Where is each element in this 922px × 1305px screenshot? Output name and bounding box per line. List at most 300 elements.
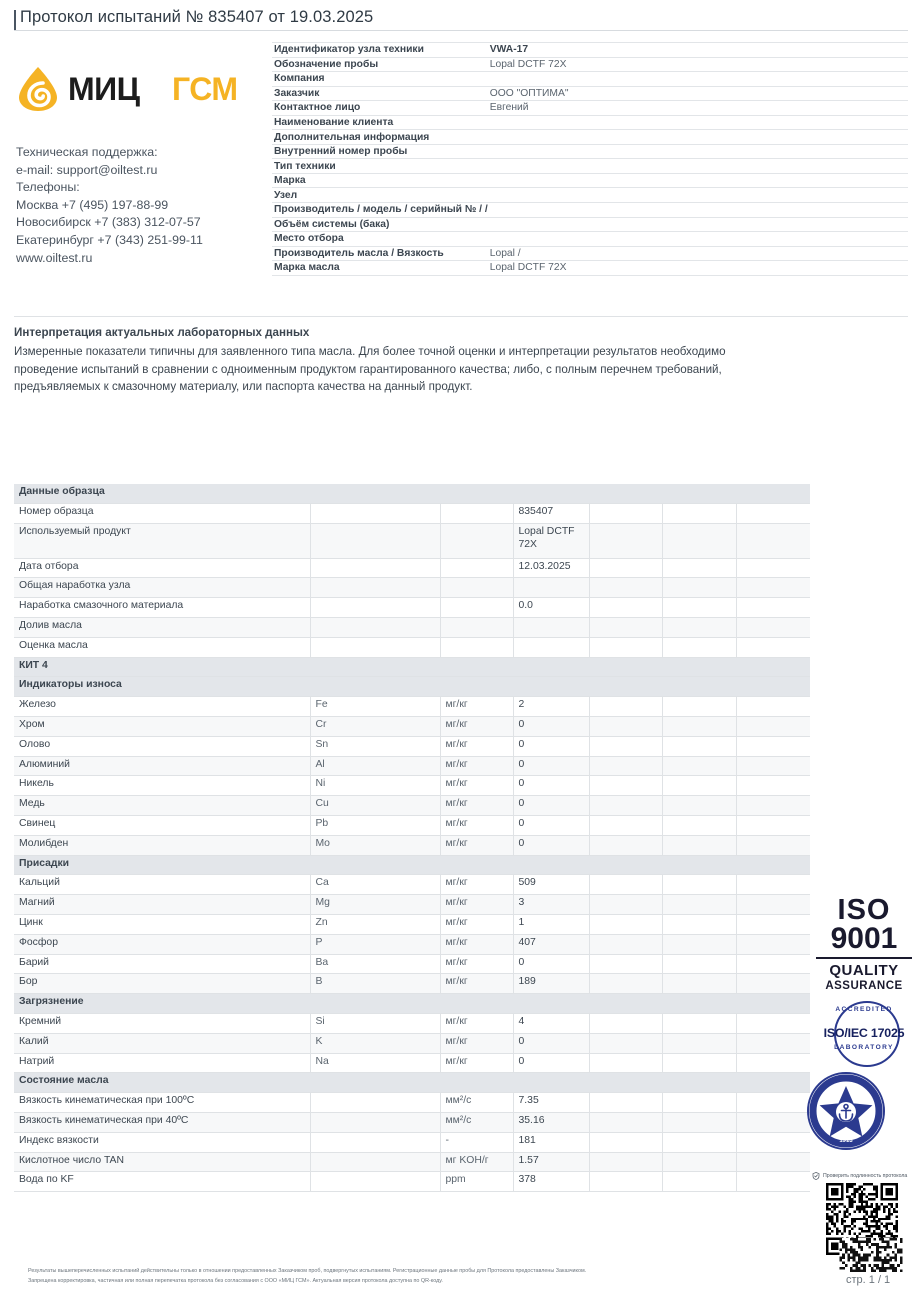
history-cell-1 bbox=[589, 617, 662, 637]
sample-header-label: Марка bbox=[272, 173, 488, 188]
measured-value: 3 bbox=[513, 895, 589, 915]
history-cell-1 bbox=[589, 1132, 662, 1152]
measured-value: 0 bbox=[513, 756, 589, 776]
table-row bbox=[14, 523, 810, 558]
sample-header-row bbox=[272, 203, 908, 218]
history-cell-3 bbox=[736, 796, 810, 816]
measured-value: 1.57 bbox=[513, 1152, 589, 1172]
sample-header-row bbox=[272, 43, 908, 58]
analyte-label: Бор bbox=[14, 974, 310, 994]
table-row bbox=[14, 617, 810, 637]
history-cell-3 bbox=[736, 503, 810, 523]
sample-header-value bbox=[488, 188, 908, 203]
element-symbol: Ca bbox=[310, 875, 440, 895]
accreditation-standard-text: ISO/IEC 17025 bbox=[823, 1026, 905, 1040]
interpretation-section bbox=[14, 326, 904, 396]
sample-header-label: Идентификатор узла техники bbox=[272, 43, 488, 58]
sample-header-value bbox=[488, 232, 908, 247]
results-section-label: Присадки bbox=[14, 855, 810, 875]
sample-header-label: Обозначение пробы bbox=[272, 57, 488, 72]
history-cell-1 bbox=[589, 815, 662, 835]
element-symbol bbox=[310, 1172, 440, 1192]
sample-header-value bbox=[488, 217, 908, 232]
phone-novosibirsk: Новосибирск +7 (383) 312-07-57 bbox=[16, 215, 201, 230]
iso-badge-rule bbox=[816, 957, 912, 959]
history-cell-2 bbox=[662, 914, 736, 934]
shield-check-icon bbox=[812, 1172, 820, 1180]
results-section-label: Данные образца bbox=[14, 484, 810, 503]
title-divider bbox=[14, 30, 908, 31]
history-cell-1 bbox=[589, 503, 662, 523]
measured-value bbox=[513, 578, 589, 598]
table-row bbox=[14, 736, 810, 756]
table-row bbox=[14, 598, 810, 618]
footer-line-2: Запрещена корректировка, частичная или полная перепечатка протокола без согласования с ООО «МИЦ ГСМ». Актуальная версия протокола доступна по QR-коду. bbox=[28, 1277, 443, 1284]
measured-value: 4 bbox=[513, 1013, 589, 1033]
history-cell-3 bbox=[736, 934, 810, 954]
sample-header-label: Тип техники bbox=[272, 159, 488, 174]
measured-value: 0 bbox=[513, 835, 589, 855]
unit-label: мг/кг bbox=[440, 974, 513, 994]
brand-logo bbox=[16, 66, 262, 112]
history-cell-3 bbox=[736, 1093, 810, 1113]
phone-moscow: Москва +7 (495) 197-88-99 bbox=[16, 197, 169, 212]
element-symbol: Mg bbox=[310, 895, 440, 915]
element-symbol: Ni bbox=[310, 776, 440, 796]
history-cell-1 bbox=[589, 736, 662, 756]
qr-caption-text: Проверить подлинность протокола bbox=[823, 1173, 908, 1179]
history-cell-3 bbox=[736, 1013, 810, 1033]
analyte-label: Цинк bbox=[14, 914, 310, 934]
measured-value: 0 bbox=[513, 716, 589, 736]
table-row bbox=[14, 716, 810, 736]
seal-year: 1913 bbox=[839, 1138, 853, 1144]
history-cell-2 bbox=[662, 835, 736, 855]
element-symbol: Cr bbox=[310, 716, 440, 736]
measured-value: 0 bbox=[513, 1053, 589, 1073]
history-cell-1 bbox=[589, 875, 662, 895]
history-cell-3 bbox=[736, 914, 810, 934]
measured-value: 0 bbox=[513, 954, 589, 974]
table-row bbox=[14, 796, 810, 816]
history-cell-2 bbox=[662, 1033, 736, 1053]
history-cell-2 bbox=[662, 1152, 736, 1172]
sample-header-value: Евгений bbox=[488, 101, 908, 116]
sample-header-value bbox=[488, 72, 908, 87]
unit-label bbox=[440, 503, 513, 523]
history-cell-2 bbox=[662, 796, 736, 816]
analyte-label: Наработка смазочного материала bbox=[14, 598, 310, 618]
results-section-label: Загрязнение bbox=[14, 994, 810, 1014]
unit-label: мг KOH/г bbox=[440, 1152, 513, 1172]
interpretation-line-1: Измеренные показатели типичны для заявленного типа масла. Для более точной оценки и интерпретации результатов необходимо bbox=[14, 345, 726, 358]
history-cell-1 bbox=[589, 796, 662, 816]
element-symbol bbox=[310, 1112, 440, 1132]
unit-label: мг/кг bbox=[440, 697, 513, 717]
measured-value: 0 bbox=[513, 736, 589, 756]
history-cell-1 bbox=[589, 523, 662, 558]
history-cell-1 bbox=[589, 1053, 662, 1073]
sample-header-row bbox=[272, 217, 908, 232]
accreditation-bottom-text: LABORATORY bbox=[834, 1044, 894, 1051]
history-cell-3 bbox=[736, 835, 810, 855]
element-symbol bbox=[310, 523, 440, 558]
analyte-label: Никель bbox=[14, 776, 310, 796]
table-row bbox=[14, 756, 810, 776]
measured-value: 0 bbox=[513, 1033, 589, 1053]
history-cell-3 bbox=[736, 895, 810, 915]
unit-label bbox=[440, 558, 513, 578]
history-cell-1 bbox=[589, 776, 662, 796]
history-cell-3 bbox=[736, 1172, 810, 1192]
element-symbol: Al bbox=[310, 756, 440, 776]
measured-value: 12.03.2025 bbox=[513, 558, 589, 578]
history-cell-3 bbox=[736, 1112, 810, 1132]
history-cell-3 bbox=[736, 598, 810, 618]
history-cell-2 bbox=[662, 1053, 736, 1073]
unit-label: мг/кг bbox=[440, 835, 513, 855]
sample-header-label: Дополнительная информация bbox=[272, 130, 488, 145]
unit-label: ppm bbox=[440, 1172, 513, 1192]
measured-value: 35.16 bbox=[513, 1112, 589, 1132]
interpretation-heading: Интерпретация актуальных лабораторных данных bbox=[14, 326, 310, 339]
history-cell-3 bbox=[736, 1053, 810, 1073]
history-cell-2 bbox=[662, 776, 736, 796]
table-row bbox=[14, 1093, 810, 1113]
history-cell-3 bbox=[736, 637, 810, 657]
table-row bbox=[14, 637, 810, 657]
table-row bbox=[14, 1152, 810, 1172]
sample-header-label: Узел bbox=[272, 188, 488, 203]
history-cell-2 bbox=[662, 895, 736, 915]
analyte-label: Дата отбора bbox=[14, 558, 310, 578]
sample-header-row bbox=[272, 246, 908, 261]
sample-header-value bbox=[488, 173, 908, 188]
analyte-label: Олово bbox=[14, 736, 310, 756]
phone-ekaterinburg: Екатеринбург +7 (343) 251-99-11 bbox=[16, 232, 203, 247]
history-cell-2 bbox=[662, 954, 736, 974]
analyte-label: Кремний bbox=[14, 1013, 310, 1033]
sample-header-label: Производитель масла / Вязкость bbox=[272, 246, 488, 261]
table-row bbox=[14, 697, 810, 717]
page-number: стр. 1 / 1 bbox=[846, 1274, 891, 1286]
table-row bbox=[14, 1132, 810, 1152]
table-row bbox=[14, 974, 810, 994]
analyte-label: Используемый продукт bbox=[14, 523, 310, 558]
analyte-label: Натрий bbox=[14, 1053, 310, 1073]
sample-header-label: Марка масла bbox=[272, 261, 488, 276]
history-cell-3 bbox=[736, 578, 810, 598]
measured-value: 2 bbox=[513, 697, 589, 717]
history-cell-2 bbox=[662, 1172, 736, 1192]
history-cell-1 bbox=[589, 697, 662, 717]
results-section-header bbox=[14, 657, 810, 677]
results-table bbox=[14, 484, 810, 1192]
sample-header-value bbox=[488, 115, 908, 130]
history-cell-1 bbox=[589, 1112, 662, 1132]
support-label: Техническая поддержка: bbox=[16, 145, 158, 159]
history-cell-1 bbox=[589, 1033, 662, 1053]
history-cell-2 bbox=[662, 598, 736, 618]
table-row bbox=[14, 895, 810, 915]
history-cell-3 bbox=[736, 756, 810, 776]
history-cell-1 bbox=[589, 835, 662, 855]
analyte-label: Алюминий bbox=[14, 756, 310, 776]
table-row bbox=[14, 776, 810, 796]
history-cell-3 bbox=[736, 1132, 810, 1152]
history-cell-2 bbox=[662, 617, 736, 637]
analyte-label: Магний bbox=[14, 895, 310, 915]
history-cell-1 bbox=[589, 954, 662, 974]
analyte-label: Оценка масла bbox=[14, 637, 310, 657]
element-symbol: K bbox=[310, 1033, 440, 1053]
table-row bbox=[14, 503, 810, 523]
iso-badge-line-2: 9001 bbox=[830, 922, 898, 955]
unit-label: мг/кг bbox=[440, 914, 513, 934]
footer-disclaimer bbox=[28, 1267, 768, 1286]
history-cell-2 bbox=[662, 697, 736, 717]
accreditation-top-text: ACCREDITED bbox=[835, 1006, 893, 1013]
history-cell-3 bbox=[736, 815, 810, 835]
history-cell-2 bbox=[662, 558, 736, 578]
qr-caption-row bbox=[812, 1172, 916, 1180]
measured-value: 407 bbox=[513, 934, 589, 954]
table-row bbox=[14, 1172, 810, 1192]
history-cell-1 bbox=[589, 895, 662, 915]
unit-label bbox=[440, 523, 513, 558]
brand-name-secondary: ГСМ bbox=[172, 71, 238, 107]
history-cell-1 bbox=[589, 1093, 662, 1113]
unit-label: мм²/с bbox=[440, 1112, 513, 1132]
sample-header-table bbox=[272, 42, 908, 276]
table-row bbox=[14, 815, 810, 835]
element-symbol: Sn bbox=[310, 736, 440, 756]
results-section-header bbox=[14, 677, 810, 697]
sample-header-row bbox=[272, 173, 908, 188]
history-cell-2 bbox=[662, 815, 736, 835]
sample-header-value: Lopal DCTF 72X bbox=[488, 57, 908, 72]
sample-header-value: Lopal DCTF 72X bbox=[488, 261, 908, 276]
element-symbol: Zn bbox=[310, 914, 440, 934]
history-cell-3 bbox=[736, 974, 810, 994]
history-cell-2 bbox=[662, 875, 736, 895]
history-cell-2 bbox=[662, 934, 736, 954]
table-row bbox=[14, 835, 810, 855]
sample-header-label: Внутренний номер пробы bbox=[272, 144, 488, 159]
measured-value bbox=[513, 637, 589, 657]
history-cell-3 bbox=[736, 716, 810, 736]
sample-header-label: Компания bbox=[272, 72, 488, 87]
history-cell-2 bbox=[662, 503, 736, 523]
history-cell-2 bbox=[662, 974, 736, 994]
element-symbol: Mo bbox=[310, 835, 440, 855]
measured-value: Lopal DCTF 72X bbox=[513, 523, 589, 558]
table-row bbox=[14, 934, 810, 954]
unit-label: мг/кг bbox=[440, 1053, 513, 1073]
history-cell-2 bbox=[662, 1112, 736, 1132]
history-cell-3 bbox=[736, 954, 810, 974]
history-cell-1 bbox=[589, 914, 662, 934]
element-symbol bbox=[310, 1152, 440, 1172]
analyte-label: Вязкость кинематическая при 40ºC bbox=[14, 1112, 310, 1132]
history-cell-2 bbox=[662, 578, 736, 598]
measured-value: 0.0 bbox=[513, 598, 589, 618]
unit-label bbox=[440, 598, 513, 618]
history-cell-1 bbox=[589, 974, 662, 994]
history-cell-2 bbox=[662, 637, 736, 657]
measured-value: 0 bbox=[513, 776, 589, 796]
measured-value: 181 bbox=[513, 1132, 589, 1152]
analyte-label: Индекс вязкости bbox=[14, 1132, 310, 1152]
iso-badge-line-4: ASSURANCE bbox=[825, 980, 903, 992]
website-link[interactable]: www.oiltest.ru bbox=[16, 250, 93, 265]
sample-header-label: Производитель / модель / серийный № / / bbox=[274, 204, 488, 216]
analyte-label: Кальций bbox=[14, 875, 310, 895]
element-symbol bbox=[310, 1132, 440, 1152]
element-symbol bbox=[310, 617, 440, 637]
history-cell-3 bbox=[736, 875, 810, 895]
iso-9001-badge bbox=[814, 896, 914, 993]
sample-header-row bbox=[272, 86, 908, 101]
interpretation-line-3: предъявляемых к смазочному материалу, или паспорта качества на данный продукт. bbox=[14, 380, 473, 394]
sample-header-row bbox=[272, 144, 908, 159]
table-row bbox=[14, 578, 810, 598]
iso-badge-line-1: ISO bbox=[837, 894, 891, 926]
iso-badge-line-3: QUALITY bbox=[829, 962, 899, 979]
history-cell-2 bbox=[662, 523, 736, 558]
phones-label: Телефоны: bbox=[16, 180, 80, 195]
element-symbol: Fe bbox=[310, 697, 440, 717]
table-row bbox=[14, 1013, 810, 1033]
history-cell-1 bbox=[589, 1152, 662, 1172]
history-cell-1 bbox=[589, 637, 662, 657]
contact-info bbox=[16, 144, 264, 267]
history-cell-3 bbox=[736, 558, 810, 578]
unit-label: мг/кг bbox=[440, 776, 513, 796]
element-symbol: Pb bbox=[310, 815, 440, 835]
history-cell-1 bbox=[589, 756, 662, 776]
table-row bbox=[14, 875, 810, 895]
certification-badges bbox=[806, 896, 922, 1260]
unit-label: мг/кг bbox=[440, 954, 513, 974]
element-symbol bbox=[310, 578, 440, 598]
element-symbol: Cu bbox=[310, 796, 440, 816]
results-section-label: Индикаторы износа bbox=[14, 677, 810, 697]
element-symbol: Si bbox=[310, 1013, 440, 1033]
sample-header-label: Заказчик bbox=[272, 86, 488, 101]
sample-header-row bbox=[272, 130, 908, 145]
unit-label: мг/кг bbox=[440, 1013, 513, 1033]
analyte-label: Медь bbox=[14, 796, 310, 816]
sample-header-value: Lopal / bbox=[488, 246, 908, 261]
history-cell-1 bbox=[589, 716, 662, 736]
analyte-label: Номер образца bbox=[14, 503, 310, 523]
history-cell-3 bbox=[736, 1033, 810, 1053]
history-cell-2 bbox=[662, 1093, 736, 1113]
table-row bbox=[14, 1112, 810, 1132]
sample-header-row bbox=[272, 232, 908, 247]
analyte-label: Свинец bbox=[14, 815, 310, 835]
element-symbol bbox=[310, 558, 440, 578]
history-cell-3 bbox=[736, 523, 810, 558]
measured-value: 0 bbox=[513, 815, 589, 835]
support-email[interactable]: e-mail: support@oiltest.ru bbox=[16, 162, 158, 177]
unit-label: мг/кг bbox=[440, 736, 513, 756]
history-cell-3 bbox=[736, 697, 810, 717]
analyte-label: Вода по KF bbox=[14, 1172, 310, 1192]
unit-label: мг/кг bbox=[440, 895, 513, 915]
analyte-label: Фосфор bbox=[14, 934, 310, 954]
analyte-label: Калий bbox=[14, 1033, 310, 1053]
sample-header-value: VWA-17 bbox=[488, 43, 908, 58]
unit-label: мг/кг bbox=[440, 796, 513, 816]
table-row bbox=[14, 914, 810, 934]
oil-drop-icon bbox=[16, 66, 60, 112]
sample-header-row bbox=[272, 159, 908, 174]
unit-label: мг/кг bbox=[440, 1033, 513, 1053]
iso-17025-accreditation-seal bbox=[812, 1007, 916, 1059]
unit-label: мм²/с bbox=[440, 1093, 513, 1113]
element-symbol: P bbox=[310, 934, 440, 954]
unit-label bbox=[440, 637, 513, 657]
sample-header-row bbox=[272, 188, 908, 203]
analyte-label: Общая наработка узла bbox=[14, 578, 310, 598]
analyte-label: Железо bbox=[14, 697, 310, 717]
unit-label bbox=[440, 578, 513, 598]
analyte-label: Барий bbox=[14, 954, 310, 974]
results-section-header bbox=[14, 484, 810, 503]
analyte-label: Долив масла bbox=[14, 617, 310, 637]
element-symbol: Na bbox=[310, 1053, 440, 1073]
interpretation-line-2: проведение испытаний в сравнении с одноименным продуктом гарантированного качества; либо, с полным перечнем требований, bbox=[14, 362, 722, 376]
results-section-header bbox=[14, 994, 810, 1014]
footer-barcode bbox=[838, 1238, 904, 1272]
history-cell-1 bbox=[589, 1013, 662, 1033]
history-cell-1 bbox=[589, 1172, 662, 1192]
element-symbol bbox=[310, 637, 440, 657]
measured-value: 509 bbox=[513, 875, 589, 895]
measured-value: 189 bbox=[513, 974, 589, 994]
measured-value: 378 bbox=[513, 1172, 589, 1192]
brand-name-primary: МИЦ bbox=[68, 71, 140, 107]
results-section-label: КИТ 4 bbox=[14, 657, 810, 677]
sample-header-value bbox=[488, 130, 908, 145]
table-row bbox=[14, 1053, 810, 1073]
unit-label: - bbox=[440, 1132, 513, 1152]
history-cell-2 bbox=[662, 1013, 736, 1033]
text-cursor bbox=[14, 10, 16, 30]
footer-line-1: Результаты вышеперечисленных испытаний действительны только в отношении предоставленных Заказчиком проб, подвергнутых испытаниям. Регистрационные данные пробы для Протокола предоставлены Заказчиком. bbox=[28, 1268, 587, 1274]
history-cell-2 bbox=[662, 756, 736, 776]
unit-label: мг/кг bbox=[440, 815, 513, 835]
sample-header-label: Контактное лицо bbox=[272, 101, 488, 116]
measured-value: 0 bbox=[513, 796, 589, 816]
history-cell-3 bbox=[736, 617, 810, 637]
element-symbol: Ba bbox=[310, 954, 440, 974]
page-title: Протокол испытаний № 835407 от 19.03.2025 bbox=[20, 8, 374, 26]
analyte-label: Вязкость кинематическая при 100ºC bbox=[14, 1093, 310, 1113]
unit-label: мг/кг bbox=[440, 716, 513, 736]
results-section-header bbox=[14, 855, 810, 875]
sample-header-row bbox=[272, 57, 908, 72]
history-cell-1 bbox=[589, 578, 662, 598]
history-cell-3 bbox=[736, 1152, 810, 1172]
results-section-header bbox=[14, 1073, 810, 1093]
unit-label: мг/кг bbox=[440, 875, 513, 895]
maritime-register-seal bbox=[806, 1071, 886, 1151]
element-symbol bbox=[310, 503, 440, 523]
history-cell-1 bbox=[589, 934, 662, 954]
